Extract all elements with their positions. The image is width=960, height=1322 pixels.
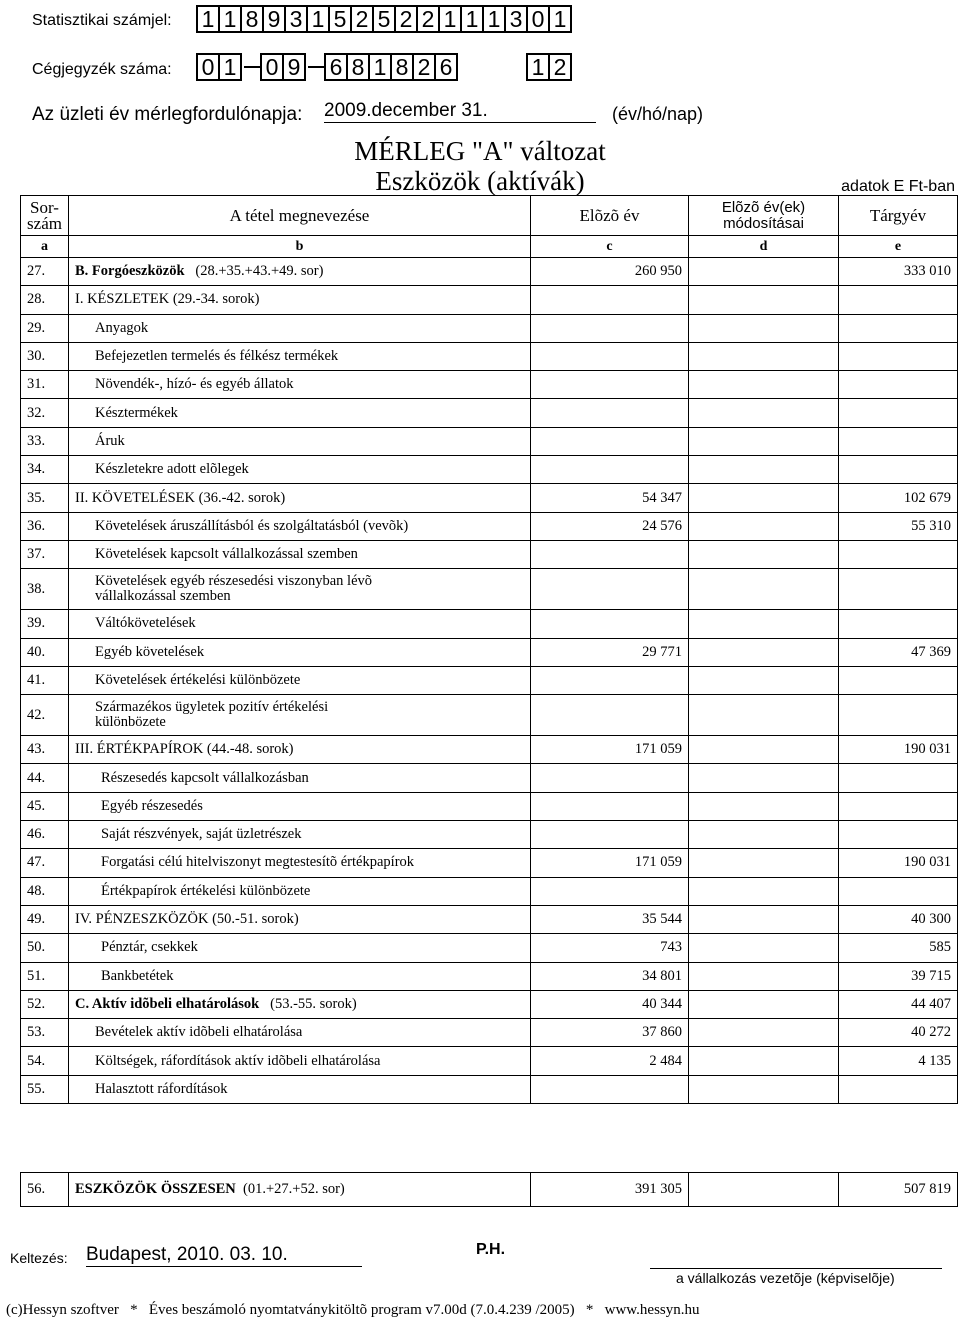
row-modification bbox=[689, 258, 839, 286]
col-prev: Elõzõ év bbox=[531, 196, 689, 236]
row-name: Bankbetétek bbox=[69, 962, 531, 990]
table-row bbox=[21, 666, 958, 694]
table-row bbox=[21, 540, 958, 568]
table-row bbox=[21, 399, 958, 427]
row-number: 47. bbox=[21, 849, 69, 877]
ph-label: P.H. bbox=[476, 1241, 506, 1258]
row-current-year: 190 031 bbox=[839, 736, 958, 764]
row-name: Költségek, ráfordítások aktív idõbeli elhatárolása bbox=[69, 1047, 531, 1075]
table-row bbox=[21, 427, 958, 455]
row-number: 44. bbox=[21, 764, 69, 792]
stat-digit-box: 1 bbox=[548, 5, 572, 33]
stat-digit-box: 1 bbox=[306, 5, 330, 33]
row-name: B. Forgóeszközök (28.+35.+43.+49. sor) bbox=[69, 258, 531, 286]
row-name: Áruk bbox=[69, 427, 531, 455]
row-name: IV. PÉNZESZKÖZÖK (50.-51. sorok) bbox=[69, 905, 531, 933]
date-label: Az üzleti év mérlegfordulónapja: bbox=[32, 104, 303, 125]
stat-digit-box: 5 bbox=[328, 5, 352, 33]
row-current-year bbox=[839, 764, 958, 792]
row-name: Anyagok bbox=[69, 314, 531, 342]
row-prev-year bbox=[531, 540, 689, 568]
row-name: Bevételek aktív idõbeli elhatárolása bbox=[69, 1019, 531, 1047]
row-modification bbox=[689, 638, 839, 666]
row-number: 41. bbox=[21, 666, 69, 694]
stat-digit-box: 1 bbox=[196, 5, 220, 33]
row-prev-year: 260 950 bbox=[531, 258, 689, 286]
stat-label: Statisztikai számjel: bbox=[32, 12, 172, 29]
row-prev-year bbox=[531, 342, 689, 370]
row-modification bbox=[689, 1019, 839, 1047]
row-current-year: 333 010 bbox=[839, 258, 958, 286]
row-current-year bbox=[839, 1075, 958, 1103]
cegj-digit-box: 9 bbox=[282, 53, 306, 81]
row-prev-year: 34 801 bbox=[531, 962, 689, 990]
table-row bbox=[21, 610, 958, 638]
signer-label: a vállalkozás vezetõje (képviselõje) bbox=[676, 1270, 895, 1286]
cegj-digit-box: 1 bbox=[526, 53, 550, 81]
row-modification bbox=[689, 1047, 839, 1075]
row-prev-year bbox=[531, 610, 689, 638]
signature-line bbox=[650, 1268, 942, 1269]
table-row bbox=[21, 877, 958, 905]
row-name: Készletekre adott elõlegek bbox=[69, 456, 531, 484]
cegj-digit-box: 8 bbox=[346, 53, 370, 81]
table-row bbox=[21, 1075, 958, 1103]
column-letter: b bbox=[69, 236, 531, 258]
stat-number-boxes bbox=[198, 5, 572, 33]
row-modification bbox=[689, 484, 839, 512]
row-modification bbox=[689, 792, 839, 820]
row-name: I. KÉSZLETEK (29.-34. sorok) bbox=[69, 286, 531, 314]
row-name: Pénztár, csekkek bbox=[69, 934, 531, 962]
row-prev-year bbox=[531, 286, 689, 314]
row-current-year: 585 bbox=[839, 934, 958, 962]
row-name: Követelések kapcsolt vállalkozással szemben bbox=[69, 540, 531, 568]
row-name: Követelések egyéb részesedési viszonyban lévõ vállalkozással szemben bbox=[69, 569, 531, 610]
row-modification bbox=[689, 666, 839, 694]
row-prev-year bbox=[531, 314, 689, 342]
row-number: 54. bbox=[21, 1047, 69, 1075]
stat-digit-box: 9 bbox=[262, 5, 286, 33]
row-current-year bbox=[839, 695, 958, 736]
total-prev: 391 305 bbox=[531, 1173, 689, 1207]
keltezes-value: Budapest, 2010. 03. 10. bbox=[86, 1244, 362, 1267]
col-sorszam: Sor- szám bbox=[21, 196, 69, 236]
row-modification bbox=[689, 286, 839, 314]
row-name: Származékos ügyletek pozitív értékelési különbözete bbox=[69, 695, 531, 736]
row-number: 48. bbox=[21, 877, 69, 905]
total-name bbox=[69, 1173, 531, 1207]
row-current-year: 47 369 bbox=[839, 638, 958, 666]
row-prev-year: 171 059 bbox=[531, 736, 689, 764]
row-name: Forgatási célú hitelviszonyt megtestesítõ értékpapírok bbox=[69, 849, 531, 877]
row-current-year bbox=[839, 540, 958, 568]
cegj-digit-box: 8 bbox=[390, 53, 414, 81]
row-number: 30. bbox=[21, 342, 69, 370]
total-rest: (01.+27.+52. sor) bbox=[235, 1181, 345, 1197]
row-number: 27. bbox=[21, 258, 69, 286]
row-prev-year bbox=[531, 456, 689, 484]
row-modification bbox=[689, 314, 839, 342]
title-line1: MÉRLEG "A" változat bbox=[354, 136, 606, 166]
row-prev-year bbox=[531, 371, 689, 399]
table-row bbox=[21, 484, 958, 512]
row-number: 28. bbox=[21, 286, 69, 314]
row-prev-year: 54 347 bbox=[531, 484, 689, 512]
row-current-year bbox=[839, 610, 958, 638]
row-modification bbox=[689, 990, 839, 1018]
col-curr: Tárgyév bbox=[839, 196, 958, 236]
row-number: 33. bbox=[21, 427, 69, 455]
table-row bbox=[21, 849, 958, 877]
row-number: 40. bbox=[21, 638, 69, 666]
row-current-year bbox=[839, 399, 958, 427]
row-modification bbox=[689, 695, 839, 736]
unit-note: adatok E Ft-ban bbox=[841, 178, 955, 195]
total-table bbox=[20, 1172, 958, 1207]
table-row bbox=[21, 1019, 958, 1047]
row-number: 46. bbox=[21, 821, 69, 849]
row-prev-year: 743 bbox=[531, 934, 689, 962]
table-row bbox=[21, 286, 958, 314]
row-modification bbox=[689, 905, 839, 933]
row-prev-year: 171 059 bbox=[531, 849, 689, 877]
total-no: 56. bbox=[21, 1173, 69, 1207]
keltezes-label: Keltezés: bbox=[10, 1250, 68, 1266]
cegj-dash bbox=[308, 66, 324, 68]
column-letter: e bbox=[839, 236, 958, 258]
row-current-year bbox=[839, 569, 958, 610]
row-modification bbox=[689, 877, 839, 905]
row-number: 37. bbox=[21, 540, 69, 568]
stat-digit-box: 3 bbox=[504, 5, 528, 33]
table-row bbox=[21, 764, 958, 792]
table-row bbox=[21, 342, 958, 370]
stat-digit-box: 5 bbox=[372, 5, 396, 33]
cegj-digit-box: 2 bbox=[412, 53, 436, 81]
row-prev-year bbox=[531, 427, 689, 455]
table-row bbox=[21, 258, 958, 286]
table-row bbox=[21, 792, 958, 820]
stat-digit-box: 1 bbox=[482, 5, 506, 33]
row-number: 39. bbox=[21, 610, 69, 638]
row-current-year bbox=[839, 286, 958, 314]
row-prev-year bbox=[531, 792, 689, 820]
row-modification bbox=[689, 934, 839, 962]
table-row bbox=[21, 371, 958, 399]
row-number: 38. bbox=[21, 569, 69, 610]
table-row bbox=[21, 1047, 958, 1075]
total-row bbox=[21, 1173, 958, 1207]
row-name: Követelések értékelési különbözete bbox=[69, 666, 531, 694]
cegj-digit-box: 0 bbox=[196, 53, 220, 81]
stat-digit-box: 1 bbox=[218, 5, 242, 33]
row-number: 53. bbox=[21, 1019, 69, 1047]
stat-digit-box: 8 bbox=[240, 5, 264, 33]
row-prev-year: 37 860 bbox=[531, 1019, 689, 1047]
table-row bbox=[21, 512, 958, 540]
row-number: 42. bbox=[21, 695, 69, 736]
table-row bbox=[21, 314, 958, 342]
row-number: 55. bbox=[21, 1075, 69, 1103]
row-modification bbox=[689, 342, 839, 370]
row-modification bbox=[689, 399, 839, 427]
col-mod: Elõzõ év(ek) módosításai bbox=[689, 196, 839, 236]
row-prev-year bbox=[531, 666, 689, 694]
row-current-year bbox=[839, 821, 958, 849]
row-name: Befejezetlen termelés és félkész termékek bbox=[69, 342, 531, 370]
row-number: 43. bbox=[21, 736, 69, 764]
cegjegyzek-boxes bbox=[198, 53, 572, 81]
row-current-year: 40 272 bbox=[839, 1019, 958, 1047]
row-number: 45. bbox=[21, 792, 69, 820]
row-name: Egyéb részesedés bbox=[69, 792, 531, 820]
row-current-year bbox=[839, 427, 958, 455]
table-row bbox=[21, 821, 958, 849]
row-modification bbox=[689, 849, 839, 877]
row-prev-year bbox=[531, 764, 689, 792]
total-mod bbox=[689, 1173, 839, 1207]
row-name: Értékpapírok értékelési különbözete bbox=[69, 877, 531, 905]
row-current-year: 190 031 bbox=[839, 849, 958, 877]
row-prev-year: 29 771 bbox=[531, 638, 689, 666]
row-number: 50. bbox=[21, 934, 69, 962]
row-number: 36. bbox=[21, 512, 69, 540]
row-number: 35. bbox=[21, 484, 69, 512]
date-value: 2009.december 31. bbox=[324, 100, 596, 123]
cegj-dash bbox=[244, 66, 260, 68]
row-current-year bbox=[839, 314, 958, 342]
column-letter: d bbox=[689, 236, 839, 258]
table-row bbox=[21, 990, 958, 1018]
row-number: 52. bbox=[21, 990, 69, 1018]
table-row bbox=[21, 695, 958, 736]
row-name: C. Aktív idõbeli elhatárolások (53.-55. sorok) bbox=[69, 990, 531, 1018]
row-number: 32. bbox=[21, 399, 69, 427]
row-name: Késztermékek bbox=[69, 399, 531, 427]
row-prev-year bbox=[531, 569, 689, 610]
row-number: 51. bbox=[21, 962, 69, 990]
cegj-digit-box: 0 bbox=[260, 53, 284, 81]
stat-digit-box: 0 bbox=[526, 5, 550, 33]
row-modification bbox=[689, 821, 839, 849]
column-letter: a bbox=[21, 236, 69, 258]
column-letter: c bbox=[531, 236, 689, 258]
row-modification bbox=[689, 569, 839, 610]
row-name: Követelések áruszállításból és szolgáltatásból (vevõk) bbox=[69, 512, 531, 540]
row-modification bbox=[689, 610, 839, 638]
row-prev-year: 40 344 bbox=[531, 990, 689, 1018]
table-row bbox=[21, 736, 958, 764]
row-prev-year bbox=[531, 399, 689, 427]
stat-digit-box: 2 bbox=[394, 5, 418, 33]
row-modification bbox=[689, 371, 839, 399]
table-row bbox=[21, 638, 958, 666]
row-modification bbox=[689, 736, 839, 764]
stat-digit-box: 1 bbox=[438, 5, 462, 33]
row-current-year bbox=[839, 877, 958, 905]
row-modification bbox=[689, 764, 839, 792]
cegj-digit-box: 1 bbox=[218, 53, 242, 81]
row-prev-year: 2 484 bbox=[531, 1047, 689, 1075]
table-row bbox=[21, 569, 958, 610]
row-name: Halasztott ráfordítások bbox=[69, 1075, 531, 1103]
stat-digit-box: 2 bbox=[350, 5, 374, 33]
row-prev-year bbox=[531, 1075, 689, 1103]
stat-digit-box: 1 bbox=[460, 5, 484, 33]
date-format: (év/hó/nap) bbox=[612, 104, 704, 124]
table-row bbox=[21, 962, 958, 990]
row-name: II. KÖVETELÉSEK (36.-42. sorok) bbox=[69, 484, 531, 512]
total-bold: ESZKÖZÖK ÖSSZESEN bbox=[75, 1181, 236, 1197]
cegj-digit-box: 1 bbox=[368, 53, 392, 81]
row-name: Növendék-, hízó- és egyéb állatok bbox=[69, 371, 531, 399]
row-name: Saját részvények, saját üzletrészek bbox=[69, 821, 531, 849]
row-modification bbox=[689, 1075, 839, 1103]
row-prev-year: 35 544 bbox=[531, 905, 689, 933]
stat-digit-box: 3 bbox=[284, 5, 308, 33]
row-name: III. ÉRTÉKPAPÍROK (44.-48. sorok) bbox=[69, 736, 531, 764]
row-prev-year: 24 576 bbox=[531, 512, 689, 540]
footer-text: (c)Hessyn szoftver * Éves beszámoló nyomtatványkitöltõ program v7.00d (7.0.4.239 /2005) * www.hessyn.hu bbox=[6, 1302, 700, 1318]
row-current-year bbox=[839, 666, 958, 694]
cegj-digit-box: 2 bbox=[548, 53, 572, 81]
row-number: 34. bbox=[21, 456, 69, 484]
title-line2: Eszközök (aktívák) bbox=[375, 166, 585, 196]
cegj-digit-box: 6 bbox=[324, 53, 348, 81]
table-row bbox=[21, 905, 958, 933]
row-name: Egyéb követelések bbox=[69, 638, 531, 666]
row-name: Váltókövetelések bbox=[69, 610, 531, 638]
stat-digit-box: 2 bbox=[416, 5, 440, 33]
row-prev-year bbox=[531, 877, 689, 905]
row-modification bbox=[689, 512, 839, 540]
cegjegyzek-label: Cégjegyzék száma: bbox=[32, 61, 172, 78]
row-current-year: 40 300 bbox=[839, 905, 958, 933]
row-current-year: 4 135 bbox=[839, 1047, 958, 1075]
total-curr: 507 819 bbox=[839, 1173, 958, 1207]
col-name: A tétel megnevezése bbox=[69, 196, 531, 236]
row-number: 49. bbox=[21, 905, 69, 933]
row-current-year bbox=[839, 342, 958, 370]
row-current-year bbox=[839, 456, 958, 484]
balance-table bbox=[20, 195, 958, 1104]
row-name: Részesedés kapcsolt vállalkozásban bbox=[69, 764, 531, 792]
row-current-year: 102 679 bbox=[839, 484, 958, 512]
row-current-year: 55 310 bbox=[839, 512, 958, 540]
row-current-year bbox=[839, 792, 958, 820]
table-row bbox=[21, 456, 958, 484]
cegj-digit-box: 6 bbox=[434, 53, 458, 81]
row-modification bbox=[689, 540, 839, 568]
row-modification bbox=[689, 962, 839, 990]
row-modification bbox=[689, 427, 839, 455]
row-current-year: 39 715 bbox=[839, 962, 958, 990]
table-row bbox=[21, 934, 958, 962]
row-current-year: 44 407 bbox=[839, 990, 958, 1018]
row-prev-year bbox=[531, 695, 689, 736]
row-modification bbox=[689, 456, 839, 484]
row-prev-year bbox=[531, 821, 689, 849]
row-current-year bbox=[839, 371, 958, 399]
row-number: 31. bbox=[21, 371, 69, 399]
row-number: 29. bbox=[21, 314, 69, 342]
